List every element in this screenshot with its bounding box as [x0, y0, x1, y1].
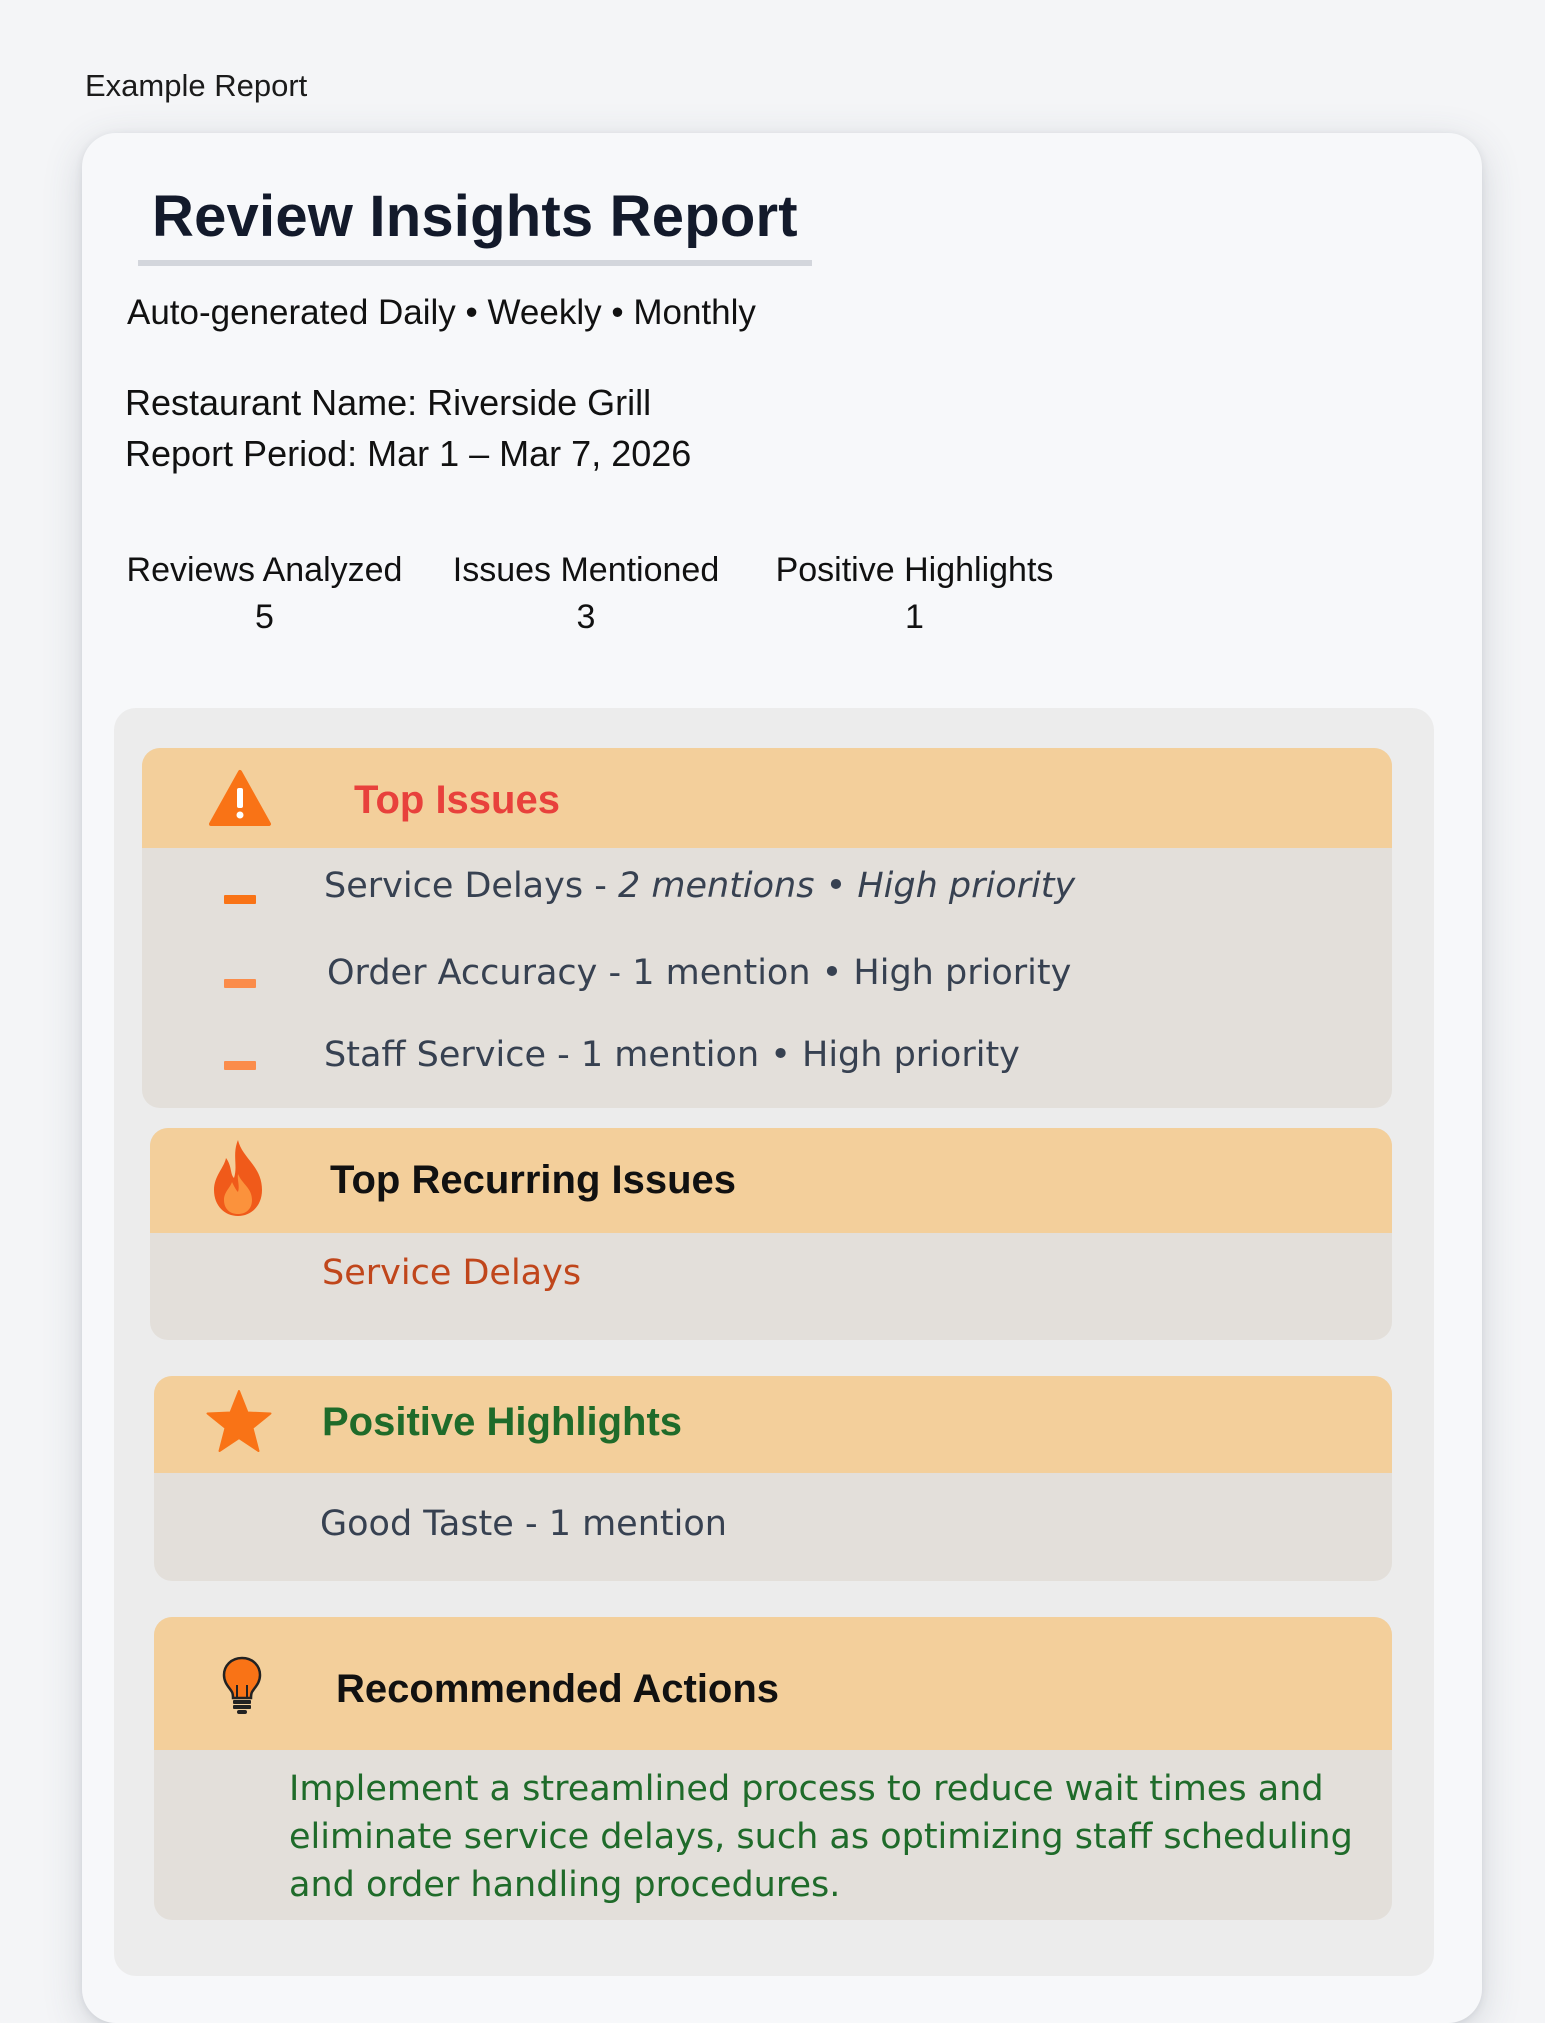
report-meta	[125, 377, 691, 479]
top-issues-section	[142, 748, 1392, 1108]
stat-label: Reviews Analyzed	[126, 551, 403, 589]
stat-value: 5	[255, 598, 274, 636]
report-period: Report Period: Mar 1 – Mar 7, 2026	[125, 433, 692, 474]
report-subtitle: Auto-generated Daily • Weekly • Monthly	[127, 293, 756, 332]
section-header	[142, 748, 1392, 848]
recurring-issues-section	[150, 1128, 1392, 1340]
stat-label: Positive Highlights	[775, 551, 1054, 589]
report-title: Review Insights Report	[138, 183, 812, 266]
stat-issues-mentioned	[446, 551, 726, 637]
stat-value: 3	[576, 598, 596, 636]
warning-icon	[208, 768, 272, 833]
recurring-item: Service Delays	[322, 1253, 582, 1293]
bullet-dash-icon	[224, 979, 256, 988]
positive-highlights-section	[154, 1376, 1392, 1581]
section-title: Positive Highlights	[322, 1400, 683, 1444]
section-title: Recommended Actions	[336, 1667, 780, 1711]
stat-positive-highlights	[772, 551, 1057, 637]
stat-value: 1	[905, 598, 924, 636]
page-label: Example Report	[85, 68, 308, 103]
stat-reviews-analyzed	[122, 551, 407, 637]
issue-item: Service Delays - 2 mentions • High priority	[324, 866, 1076, 906]
stat-label: Issues Mentioned	[452, 551, 720, 589]
bullet-dash-icon	[224, 1061, 256, 1070]
issue-item: Staff Service - 1 mention • High priority	[324, 1035, 1020, 1075]
fire-icon	[206, 1136, 270, 1225]
lightbulb-icon	[220, 1655, 264, 1720]
insights-panel	[114, 708, 1434, 1976]
recommendation-text: Implement a streamlined process to reduce wait times and eliminate service delays, such as optimizing staff scheduling and order handling procedures.	[289, 1769, 1353, 1905]
section-header	[150, 1128, 1392, 1233]
bullet-dash-icon	[224, 895, 256, 904]
section-title: Top Recurring Issues	[330, 1158, 737, 1202]
section-title: Top Issues	[354, 778, 560, 822]
restaurant-name: Restaurant Name: Riverside Grill	[125, 382, 652, 423]
report-card	[82, 133, 1482, 2023]
issue-item: Order Accuracy - 1 mention • High priority	[327, 953, 1072, 993]
section-header	[154, 1617, 1392, 1750]
star-icon	[204, 1388, 274, 1461]
positive-item: Good Taste - 1 mention	[320, 1504, 727, 1544]
recommended-actions-section	[154, 1617, 1392, 1920]
section-header	[154, 1376, 1392, 1473]
